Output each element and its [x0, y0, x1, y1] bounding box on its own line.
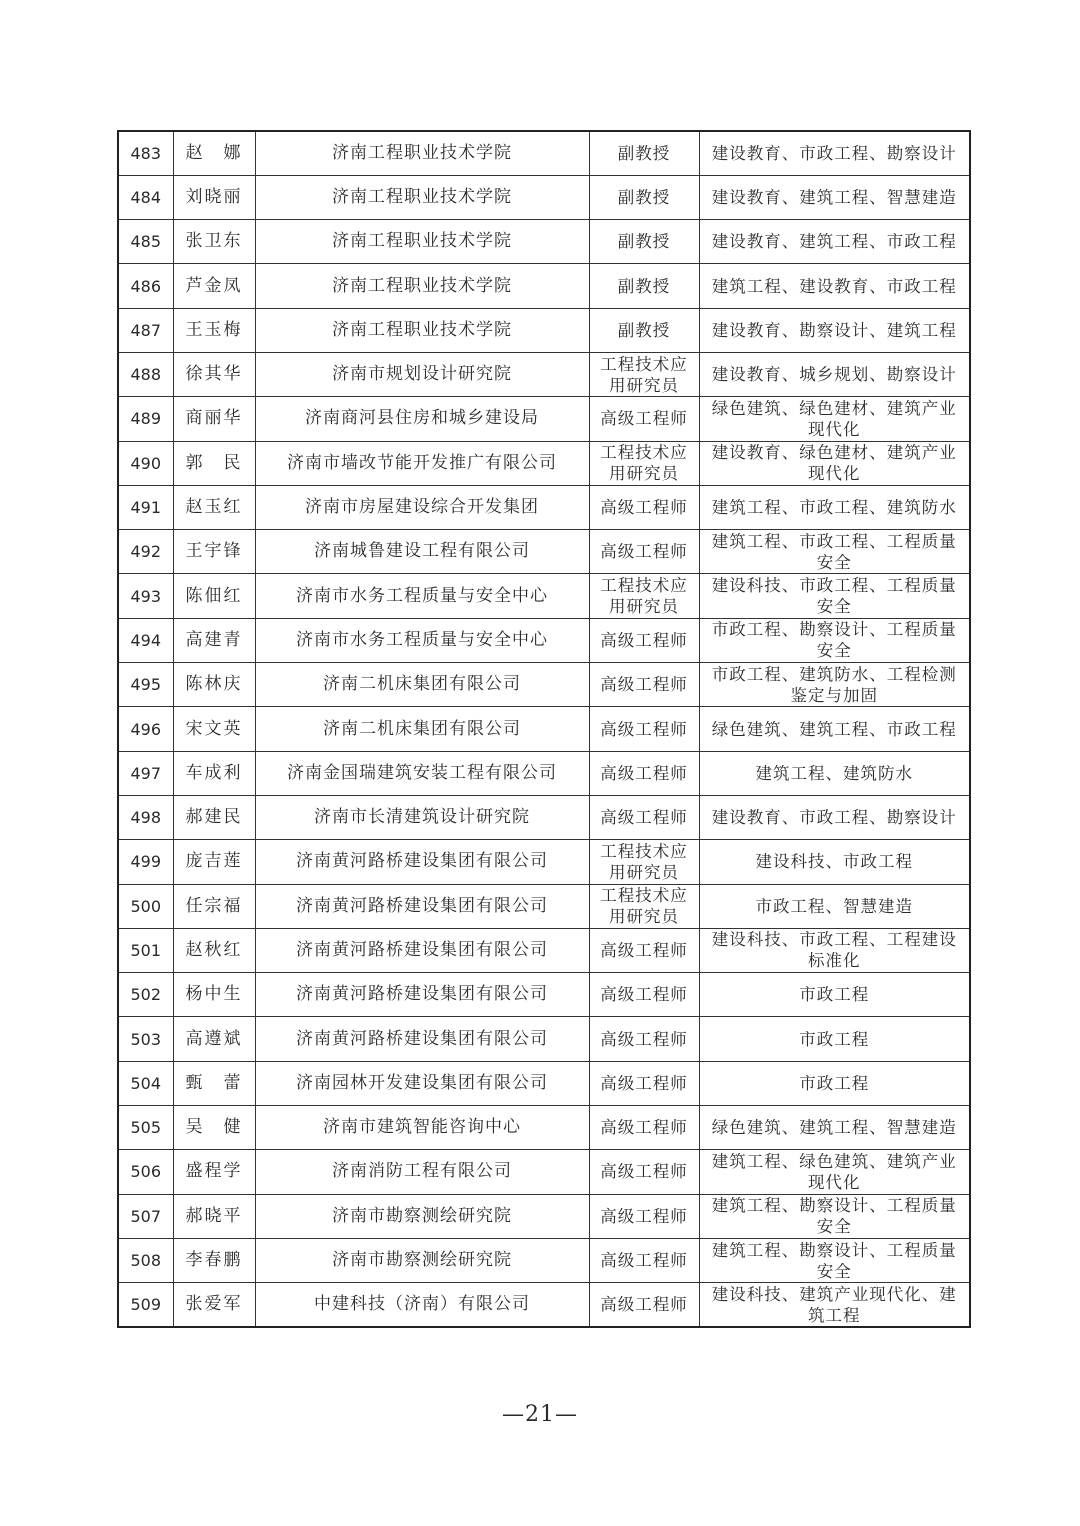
row-number: 491 [118, 485, 173, 529]
organization: 济南黄河路桥建设集团有限公司 [255, 1017, 589, 1061]
professional-title: 工程技术应用研究员 [589, 441, 699, 485]
row-number: 496 [118, 707, 173, 751]
professional-title: 副教授 [589, 175, 699, 219]
professional-title: 高级工程师 [589, 618, 699, 662]
specialty-field: 市政工程 [699, 1061, 970, 1105]
row-number: 490 [118, 441, 173, 485]
table-row [118, 220, 970, 264]
organization: 济南工程职业技术学院 [255, 308, 589, 352]
organization: 济南市勘察测绘研究院 [255, 1238, 589, 1282]
table-row [118, 352, 970, 396]
professional-title: 高级工程师 [589, 1106, 699, 1150]
person-name: 任宗福 [173, 884, 255, 928]
row-number: 488 [118, 352, 173, 396]
professional-title: 高级工程师 [589, 1283, 699, 1327]
organization: 济南二机床集团有限公司 [255, 663, 589, 707]
specialty-field: 建设教育、城乡规划、勘察设计 [699, 352, 970, 396]
person-name: 盛程学 [173, 1150, 255, 1194]
specialty-field: 绿色建筑、建筑工程、市政工程 [699, 707, 970, 751]
person-name: 庞吉莲 [173, 840, 255, 884]
table-row [118, 973, 970, 1017]
table-row [118, 1150, 970, 1194]
professional-title: 高级工程师 [589, 707, 699, 751]
table-row [118, 530, 970, 574]
specialty-field: 建筑工程、建筑防水 [699, 751, 970, 795]
expert-list-table [117, 130, 971, 1328]
professional-title: 高级工程师 [589, 1017, 699, 1061]
table-row [118, 1106, 970, 1150]
table-row [118, 175, 970, 219]
table-row [118, 1017, 970, 1061]
row-number: 498 [118, 795, 173, 839]
row-number: 484 [118, 175, 173, 219]
row-number: 485 [118, 220, 173, 264]
table-row [118, 574, 970, 618]
organization: 济南工程职业技术学院 [255, 220, 589, 264]
professional-title: 高级工程师 [589, 663, 699, 707]
row-number: 504 [118, 1061, 173, 1105]
specialty-field: 建筑工程、市政工程、工程质量安全 [699, 530, 970, 574]
row-number: 509 [118, 1283, 173, 1327]
table-row [118, 840, 970, 884]
table-row [118, 441, 970, 485]
table-row [118, 1061, 970, 1105]
organization: 济南工程职业技术学院 [255, 175, 589, 219]
organization: 济南黄河路桥建设集团有限公司 [255, 840, 589, 884]
professional-title: 工程技术应用研究员 [589, 352, 699, 396]
professional-title: 高级工程师 [589, 973, 699, 1017]
organization: 济南黄河路桥建设集团有限公司 [255, 884, 589, 928]
table-body [118, 131, 970, 1327]
row-number: 505 [118, 1106, 173, 1150]
person-name: 吴 健 [173, 1106, 255, 1150]
specialty-field: 建设科技、市政工程、工程质量安全 [699, 574, 970, 618]
row-number: 486 [118, 264, 173, 308]
row-number: 500 [118, 884, 173, 928]
row-number: 507 [118, 1194, 173, 1238]
organization: 济南工程职业技术学院 [255, 264, 589, 308]
organization: 济南商河县住房和城乡建设局 [255, 397, 589, 441]
row-number: 497 [118, 751, 173, 795]
table-row [118, 264, 970, 308]
person-name: 张卫东 [173, 220, 255, 264]
person-name: 商丽华 [173, 397, 255, 441]
organization: 济南市建筑智能咨询中心 [255, 1106, 589, 1150]
professional-title: 工程技术应用研究员 [589, 840, 699, 884]
person-name: 陈佃红 [173, 574, 255, 618]
person-name: 高遵斌 [173, 1017, 255, 1061]
organization: 济南市房屋建设综合开发集团 [255, 485, 589, 529]
professional-title: 高级工程师 [589, 1150, 699, 1194]
row-number: 493 [118, 574, 173, 618]
organization: 济南工程职业技术学院 [255, 131, 589, 175]
professional-title: 高级工程师 [589, 1238, 699, 1282]
table-row [118, 131, 970, 175]
table-row [118, 751, 970, 795]
specialty-field: 建设科技、市政工程、工程建设标准化 [699, 928, 970, 972]
organization: 济南黄河路桥建设集团有限公司 [255, 928, 589, 972]
person-name: 徐其华 [173, 352, 255, 396]
professional-title: 高级工程师 [589, 1194, 699, 1238]
organization: 济南市墙改节能开发推广有限公司 [255, 441, 589, 485]
organization: 中建科技（济南）有限公司 [255, 1283, 589, 1327]
organization: 济南消防工程有限公司 [255, 1150, 589, 1194]
professional-title: 高级工程师 [589, 1061, 699, 1105]
professional-title: 高级工程师 [589, 928, 699, 972]
specialty-field: 建设教育、勘察设计、建筑工程 [699, 308, 970, 352]
person-name: 车成利 [173, 751, 255, 795]
table-row [118, 1194, 970, 1238]
professional-title: 高级工程师 [589, 751, 699, 795]
row-number: 508 [118, 1238, 173, 1282]
row-number: 499 [118, 840, 173, 884]
specialty-field: 绿色建筑、绿色建材、建筑产业现代化 [699, 397, 970, 441]
specialty-field: 建筑工程、勘察设计、工程质量安全 [699, 1194, 970, 1238]
row-number: 489 [118, 397, 173, 441]
professional-title: 副教授 [589, 220, 699, 264]
person-name: 宋文英 [173, 707, 255, 751]
specialty-field: 建设科技、建筑产业现代化、建筑工程 [699, 1283, 970, 1327]
table-row [118, 707, 970, 751]
person-name: 高建青 [173, 618, 255, 662]
specialty-field: 市政工程 [699, 1017, 970, 1061]
specialty-field: 建筑工程、勘察设计、工程质量安全 [699, 1238, 970, 1282]
person-name: 赵秋红 [173, 928, 255, 972]
person-name: 刘晓丽 [173, 175, 255, 219]
person-name: 陈林庆 [173, 663, 255, 707]
specialty-field: 建筑工程、建设教育、市政工程 [699, 264, 970, 308]
person-name: 芦金凤 [173, 264, 255, 308]
table-row [118, 795, 970, 839]
table-row [118, 618, 970, 662]
specialty-field: 建设科技、市政工程 [699, 840, 970, 884]
person-name: 赵 娜 [173, 131, 255, 175]
table-row [118, 1238, 970, 1282]
specialty-field: 建设教育、绿色建材、建筑产业现代化 [699, 441, 970, 485]
table-row [118, 928, 970, 972]
person-name: 甄 蕾 [173, 1061, 255, 1105]
organization: 济南市水务工程质量与安全中心 [255, 618, 589, 662]
table-row [118, 1283, 970, 1327]
row-number: 483 [118, 131, 173, 175]
specialty-field: 绿色建筑、建筑工程、智慧建造 [699, 1106, 970, 1150]
professional-title: 高级工程师 [589, 397, 699, 441]
specialty-field: 建设教育、建筑工程、智慧建造 [699, 175, 970, 219]
person-name: 郭 民 [173, 441, 255, 485]
row-number: 494 [118, 618, 173, 662]
row-number: 502 [118, 973, 173, 1017]
organization: 济南金国瑞建筑安装工程有限公司 [255, 751, 589, 795]
specialty-field: 市政工程 [699, 973, 970, 1017]
person-name: 张爱军 [173, 1283, 255, 1327]
specialty-field: 建筑工程、绿色建筑、建筑产业现代化 [699, 1150, 970, 1194]
page-number: —21— [502, 1402, 578, 1427]
specialty-field: 建设教育、市政工程、勘察设计 [699, 795, 970, 839]
table-row [118, 485, 970, 529]
row-number: 492 [118, 530, 173, 574]
professional-title: 副教授 [589, 131, 699, 175]
organization: 济南市规划设计研究院 [255, 352, 589, 396]
row-number: 487 [118, 308, 173, 352]
person-name: 王宇锋 [173, 530, 255, 574]
professional-title: 工程技术应用研究员 [589, 884, 699, 928]
person-name: 王玉梅 [173, 308, 255, 352]
person-name: 赵玉红 [173, 485, 255, 529]
professional-title: 高级工程师 [589, 485, 699, 529]
person-name: 郝晓平 [173, 1194, 255, 1238]
table-row [118, 663, 970, 707]
row-number: 506 [118, 1150, 173, 1194]
person-name: 李春鹏 [173, 1238, 255, 1282]
organization: 济南园林开发建设集团有限公司 [255, 1061, 589, 1105]
person-name: 郝建民 [173, 795, 255, 839]
professional-title: 副教授 [589, 308, 699, 352]
organization: 济南黄河路桥建设集团有限公司 [255, 973, 589, 1017]
specialty-field: 市政工程、勘察设计、工程质量安全 [699, 618, 970, 662]
specialty-field: 建设教育、市政工程、勘察设计 [699, 131, 970, 175]
specialty-field: 市政工程、智慧建造 [699, 884, 970, 928]
table-row [118, 308, 970, 352]
organization: 济南二机床集团有限公司 [255, 707, 589, 751]
professional-title: 高级工程师 [589, 530, 699, 574]
row-number: 501 [118, 928, 173, 972]
person-name: 杨中生 [173, 973, 255, 1017]
professional-title: 高级工程师 [589, 795, 699, 839]
professional-title: 工程技术应用研究员 [589, 574, 699, 618]
specialty-field: 建筑工程、市政工程、建筑防水 [699, 485, 970, 529]
row-number: 495 [118, 663, 173, 707]
organization: 济南市水务工程质量与安全中心 [255, 574, 589, 618]
table-row [118, 884, 970, 928]
specialty-field: 市政工程、建筑防水、工程检测鉴定与加固 [699, 663, 970, 707]
professional-title: 副教授 [589, 264, 699, 308]
specialty-field: 建设教育、建筑工程、市政工程 [699, 220, 970, 264]
organization: 济南市长清建筑设计研究院 [255, 795, 589, 839]
organization: 济南城鲁建设工程有限公司 [255, 530, 589, 574]
table-row [118, 397, 970, 441]
organization: 济南市勘察测绘研究院 [255, 1194, 589, 1238]
row-number: 503 [118, 1017, 173, 1061]
